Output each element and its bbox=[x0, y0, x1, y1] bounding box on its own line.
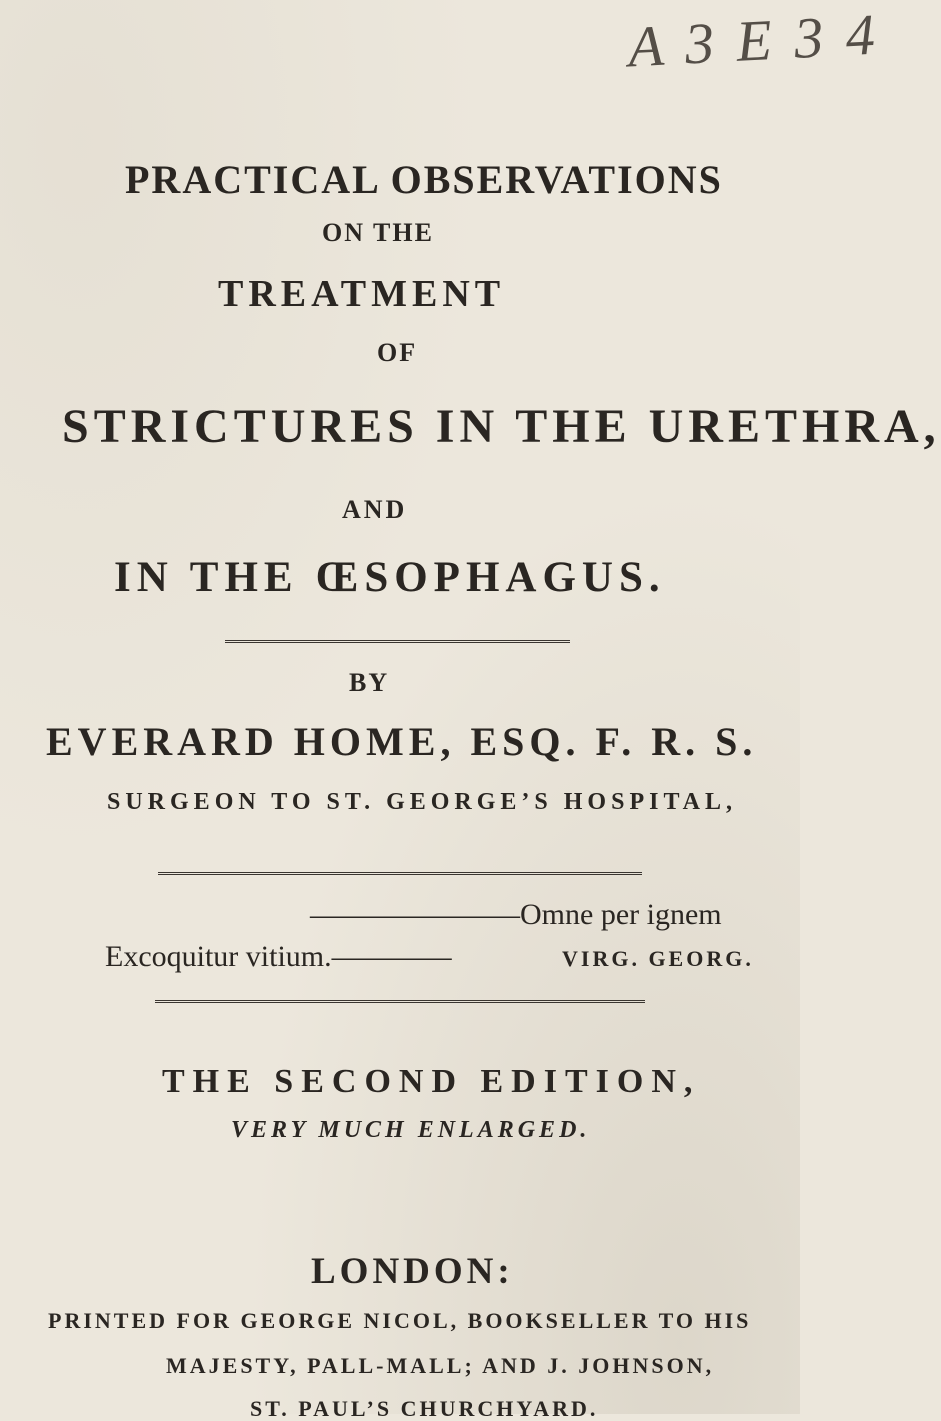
edition-line-1: THE SECOND EDITION, bbox=[162, 1063, 701, 1100]
epigraph-line-1: ———————Omne per ignem bbox=[310, 898, 722, 931]
title-line-3: TREATMENT bbox=[218, 273, 506, 315]
imprint-line-2: MAJESTY, PALL-MALL; AND J. JOHNSON, bbox=[166, 1353, 715, 1378]
divider-rule-1 bbox=[225, 640, 570, 646]
divider-rule-3 bbox=[155, 1000, 645, 1006]
title-line-7: IN THE ŒSOPHAGUS. bbox=[114, 554, 666, 601]
title-line-6: AND bbox=[342, 495, 408, 524]
epigraph-line-2: Excoquitur vitium.———— bbox=[105, 940, 452, 973]
epigraph-attribution: VIRG. GEORG. bbox=[562, 946, 754, 971]
imprint-city: LONDON: bbox=[311, 1251, 514, 1292]
imprint-line-1: PRINTED FOR GEORGE NICOL, BOOKSELLER TO HIS bbox=[48, 1308, 752, 1333]
author-by: BY bbox=[349, 668, 390, 697]
title-line-4: OF bbox=[377, 338, 418, 367]
divider-rule-2 bbox=[158, 872, 642, 878]
title-line-5: STRICTURES IN THE URETHRA, bbox=[62, 400, 941, 453]
imprint-line-3: ST. PAUL’S CHURCHYARD. bbox=[250, 1396, 599, 1421]
title-line-1: PRACTICAL OBSERVATIONS bbox=[125, 157, 723, 202]
edition-line-2: VERY MUCH ENLARGED. bbox=[231, 1117, 591, 1143]
author-position: SURGEON TO ST. GEORGE’S HOSPITAL, bbox=[107, 789, 738, 815]
author-name: EVERARD HOME, ESQ. F. R. S. bbox=[46, 719, 758, 764]
title-line-2: ON THE bbox=[322, 218, 434, 247]
shelfmark-annotation: A 3 E 3 4 bbox=[626, 1, 881, 80]
